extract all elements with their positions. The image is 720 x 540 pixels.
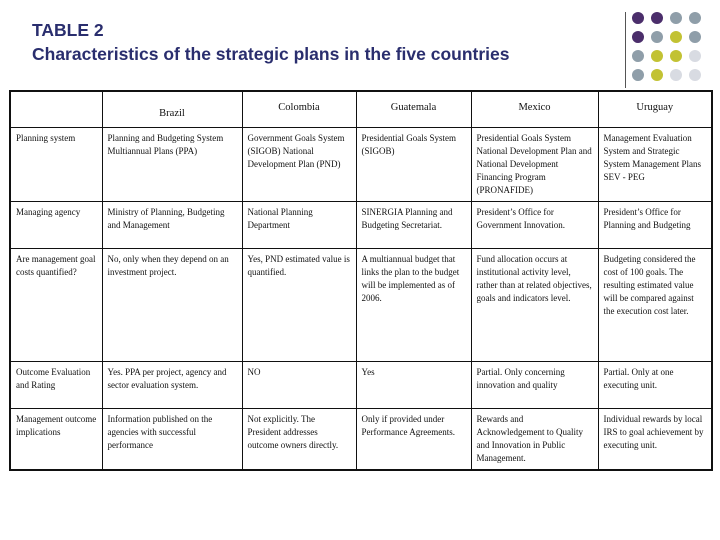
decorative-dot xyxy=(689,69,701,81)
decorative-dot xyxy=(632,12,644,24)
decorative-dot xyxy=(651,69,663,81)
table-cell: A multiannual budget that links the plan to the budget will be implemented as of 2006. xyxy=(356,248,471,361)
table-cell: Planning and Budgeting System Multiannual Plans (PPA) xyxy=(102,127,242,201)
title-line-1: TABLE 2 xyxy=(32,20,104,40)
decorative-dot xyxy=(651,31,663,43)
table-cell: Yes, PND estimated value is quantified. xyxy=(242,248,356,361)
table-cell: Yes xyxy=(356,361,471,408)
table-cell: National Planning Department xyxy=(242,201,356,248)
table-cell: Presidential Goals System National Development Plan and National Development Financing Program (PRONAFIDE) xyxy=(471,127,598,201)
row-label: Are management goal costs quantified? xyxy=(10,248,102,361)
decorative-dot xyxy=(689,12,701,24)
table-row xyxy=(10,248,712,361)
table-cell: Information published on the agencies with successful performance xyxy=(102,408,242,470)
table-cell: Only if provided under Performance Agreements. xyxy=(356,408,471,470)
decorative-dot xyxy=(632,31,644,43)
table-cell: Fund allocation occurs at institutional activity level, rather than at related objectives, goals and indicators level. xyxy=(471,248,598,361)
header-cell-guatemala: Guatemala xyxy=(356,91,471,127)
table-header-row xyxy=(10,91,712,127)
table-cell: No, only when they depend on an investment project. xyxy=(102,248,242,361)
decorative-dot xyxy=(651,12,663,24)
row-label: Outcome Evaluation and Rating xyxy=(10,361,102,408)
table-cell: Ministry of Planning, Budgeting and Management xyxy=(102,201,242,248)
decorative-dot xyxy=(632,69,644,81)
row-label: Management outcome implications xyxy=(10,408,102,470)
header-cell-brazil: Brazil xyxy=(102,91,242,127)
table-row xyxy=(10,127,712,201)
table-cell: NO xyxy=(242,361,356,408)
row-label: Managing agency xyxy=(10,201,102,248)
decorative-dot xyxy=(670,50,682,62)
table-cell: Management Evaluation System and Strategic System Management Plans SEV - PEG xyxy=(598,127,712,201)
table-cell: Government Goals System (SIGOB) National Development Plan (PND) xyxy=(242,127,356,201)
row-label: Planning system xyxy=(10,127,102,201)
table-cell: Partial. Only at one executing unit. xyxy=(598,361,712,408)
decorative-dot xyxy=(670,69,682,81)
table-cell: Budgeting considered the cost of 100 goals. The resulting estimated value will be compared against the execution cost later. xyxy=(598,248,712,361)
decorative-dot xyxy=(651,50,663,62)
strategic-plans-table xyxy=(9,90,713,471)
decorative-dot xyxy=(632,50,644,62)
table-cell: Partial. Only concerning innovation and quality xyxy=(471,361,598,408)
decorative-divider xyxy=(625,12,626,88)
table-cell: Presidential Goals System (SIGOB) xyxy=(356,127,471,201)
header-cell-colombia: Colombia xyxy=(242,91,356,127)
table-cell: Yes. PPA per project, agency and sector evaluation system. xyxy=(102,361,242,408)
table-cell: President’s Office for Planning and Budgeting xyxy=(598,201,712,248)
table-cell: SINERGIA Planning and Budgeting Secretariat. xyxy=(356,201,471,248)
header-cell-uruguay: Uruguay xyxy=(598,91,712,127)
header-cell-mexico: Mexico xyxy=(471,91,598,127)
header-cell-empty xyxy=(10,91,102,127)
title-line-2: Characteristics of the strategic plans in the five countries xyxy=(32,44,510,64)
table-row xyxy=(10,408,712,470)
decorative-dot xyxy=(689,50,701,62)
table-row xyxy=(10,361,712,408)
decorative-dot xyxy=(670,12,682,24)
slide-title xyxy=(32,18,510,66)
table-row xyxy=(10,201,712,248)
decorative-dot xyxy=(670,31,682,43)
table-cell: Individual rewards by local IRS to goal achievement by executing unit. xyxy=(598,408,712,470)
decorative-dot xyxy=(689,31,701,43)
table-cell: Not explicitly. The President addresses outcome owners directly. xyxy=(242,408,356,470)
table-cell: President’s Office for Government Innovation. xyxy=(471,201,598,248)
table-cell: Rewards and Acknowledgement to Quality and Innovation in Public Management. xyxy=(471,408,598,470)
